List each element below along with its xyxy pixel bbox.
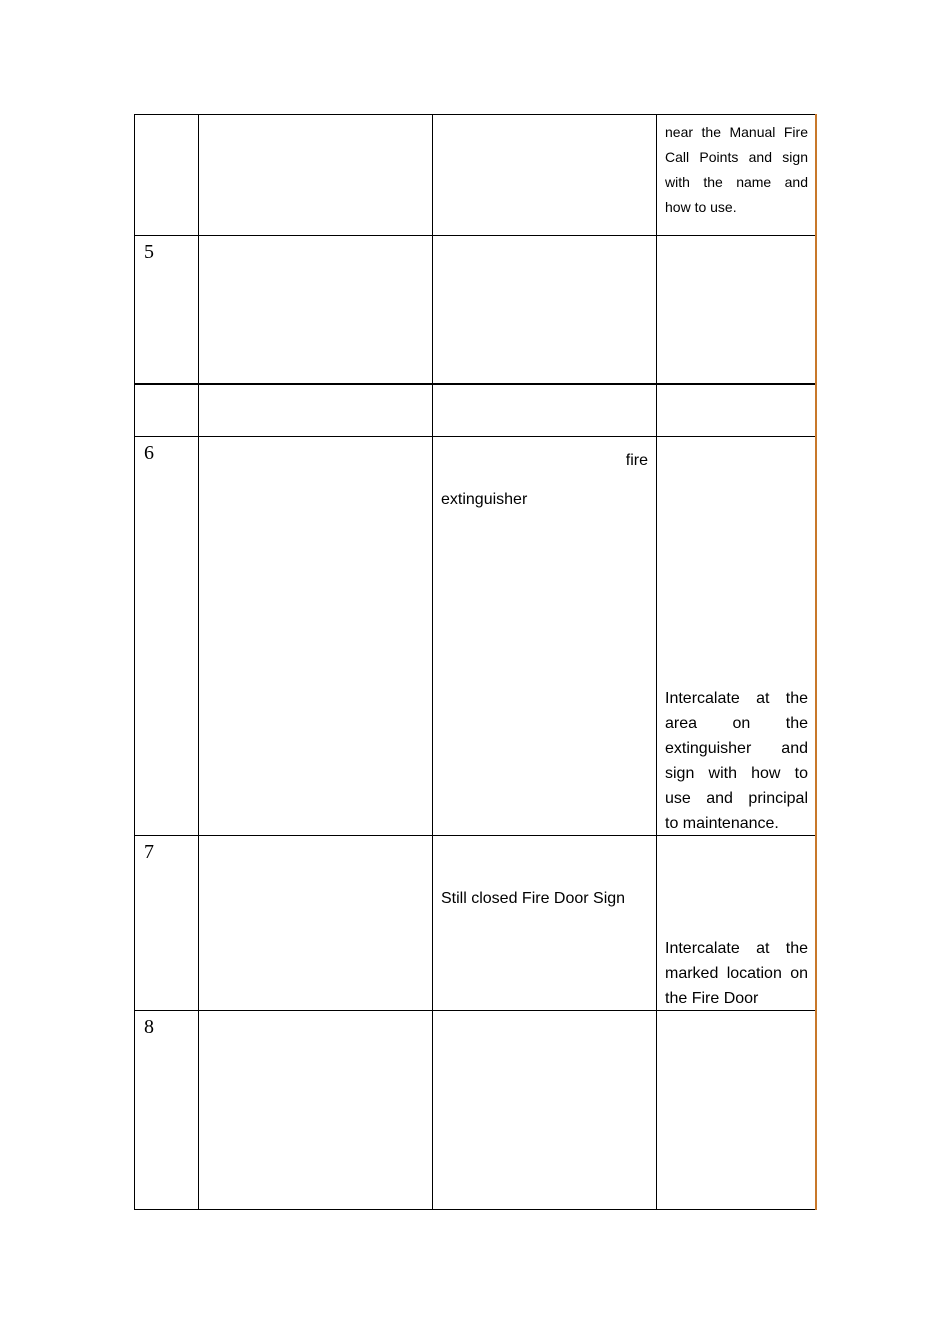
row-number: 7 (144, 841, 154, 863)
row-divider (135, 383, 815, 385)
table-cell-row6-col4: Intercalate at the area on the extinguisher and sign with how to use and principal to maintenance. (665, 690, 808, 832)
table-cell-row1-col4: near the Manual Fire Call Points and sign with the name and how to use. (665, 124, 808, 215)
data-table (134, 114, 816, 1210)
row-number: 5 (144, 241, 154, 263)
table-cell-row6-col3-line1: fire (625, 452, 648, 469)
row-number: 8 (144, 1016, 154, 1038)
column-divider (198, 115, 199, 1209)
table-cell-row6-col3-line2: extinguisher (441, 491, 528, 508)
row-divider (135, 436, 815, 437)
column-divider (656, 115, 657, 1209)
row-divider (135, 235, 815, 236)
table-cell-row7-col3: Still closed Fire Door Sign (441, 890, 626, 907)
table-edge-accent (815, 114, 817, 1210)
row-number: 6 (144, 442, 154, 464)
table-cell-row7-col4: Intercalate at the marked location on the Fire Door (665, 940, 808, 1007)
column-divider (432, 115, 433, 1209)
